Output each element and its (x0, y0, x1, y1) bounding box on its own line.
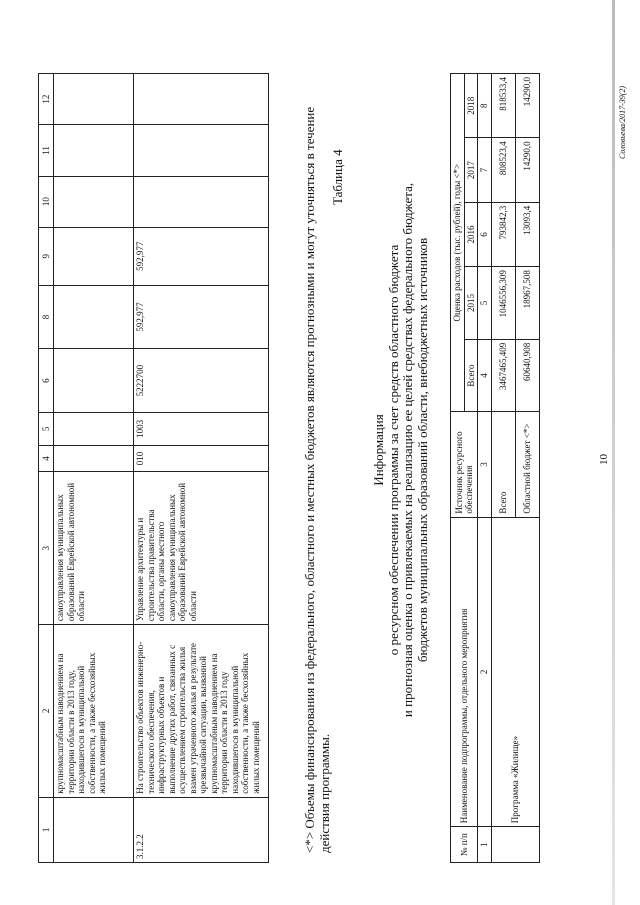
cell (134, 125, 269, 176)
value-cell: 1046556,309 (491, 267, 515, 340)
year-header: 2016 (464, 202, 478, 266)
cell (54, 285, 134, 349)
value-cell: 3467465,409 (491, 339, 515, 412)
source-cell: Всего (491, 412, 515, 517)
cell (134, 176, 269, 227)
value-cell: 14290,0 (515, 138, 539, 202)
colnum: 2 (478, 517, 492, 827)
header-cell: 5 (39, 413, 54, 446)
executor: самоуправления муниципальных образований Еврейской автономной области (54, 472, 134, 625)
header-cell: 10 (39, 176, 54, 227)
resource-table (450, 73, 540, 863)
cell-target: 5222700 (134, 349, 269, 413)
header-cell: 6 (39, 349, 54, 413)
value-cell: 18967,508 (515, 267, 539, 340)
cell (54, 74, 134, 125)
colnum: 1 (478, 827, 492, 863)
header-cell: 4 (39, 445, 54, 472)
cell (54, 125, 134, 176)
cell-section: 1003 (134, 413, 269, 446)
source-cell: Областной бюджет <*> (515, 412, 539, 517)
row-number (54, 797, 134, 862)
header-name: Наименование подпрограммы, отдельного мероприятия (451, 517, 478, 827)
header-source: Источник ресурсного обеспечения (451, 412, 478, 517)
cell-total: 592,977 (134, 285, 269, 349)
cell (54, 227, 134, 285)
cell (54, 413, 134, 446)
colnum-row (478, 74, 492, 863)
table-row (491, 74, 515, 863)
value-cell: 808523,4 (491, 138, 515, 202)
header-cell: 11 (39, 125, 54, 176)
section-title (372, 55, 430, 845)
value-cell: 793842,3 (491, 202, 515, 266)
funding-note: <*> Объемы финансирования из федерального, областного и местных бюджетов являются прогнозными и могут уточняться в течение действия программы. (302, 106, 332, 853)
program-name: Программа «Жилище» (491, 517, 539, 827)
footer-stamp: Соловьева/2017-39(2) (618, 85, 627, 159)
row-number: 3.1.2.2 (134, 797, 269, 862)
table-row (134, 74, 269, 863)
header-num: № п/п (451, 827, 478, 863)
executor: Управление архитектуры и строительства правительства области, органы местного самоуправления муниципальных образований Еврейской автономной области (134, 472, 269, 625)
title-line: и прогнозная оценка о привлекаемых на реализацию ее целей средствах федерального бюджета, (400, 182, 415, 718)
cell-grbs: 010 (134, 445, 269, 472)
header-cell: 3 (39, 472, 54, 625)
colnum: 3 (478, 412, 492, 517)
colnum: 6 (478, 202, 492, 266)
year-header: Всего (464, 339, 478, 412)
year-header: 2015 (464, 267, 478, 340)
page-number: 10 (598, 454, 610, 465)
cell (54, 445, 134, 472)
header-cell: 8 (39, 285, 54, 349)
table-header-row (39, 74, 54, 863)
value-cell: 60640,908 (515, 339, 539, 412)
colnum: 4 (478, 339, 492, 412)
measures-table (38, 73, 269, 863)
title-line: бюджетов муниципальных образований области, внебюджетных источников (414, 237, 430, 663)
header-cell: 1 (39, 797, 54, 862)
header-estimate: Оценка расходов (тыс. рублей), годы <*> (451, 74, 465, 412)
value-cell: 14290,0 (515, 74, 539, 138)
cell (54, 176, 134, 227)
cell (134, 74, 269, 125)
title-line: о ресурсном обеспечении программы за счет средств областного бюджета (385, 244, 401, 656)
measure-name: На строительство объектов инженерно-технического обеспечения, инфраструктурных объектов и выполнение других работ, связанных с осуществлением строительства жилья взамен утраченного жилья в результате чрезвычайной ситуации, вызванной крупномасштабным наводнением на территории области в 2013 году находившегося в муниципальной собственности, а также бесхозяйных жилых помещений (134, 625, 269, 798)
year-header: 2017 (464, 138, 478, 202)
measure-name: крупномасштабным наводнением на территории области в 2013 году, находившегося в муниципальной собственности, а также бесхозяйных жилых помещений (54, 625, 134, 798)
header-cell: 12 (39, 74, 54, 125)
table-label: Таблица 4 (330, 149, 345, 205)
header-row (451, 74, 465, 863)
cell-year: 592,977 (134, 227, 269, 285)
colnum: 8 (478, 74, 492, 138)
colnum: 7 (478, 138, 492, 202)
value-cell: 13093,4 (515, 202, 539, 266)
header-cell: 9 (39, 227, 54, 285)
colnum: 5 (478, 267, 492, 340)
table-row (54, 74, 134, 863)
cell (54, 349, 134, 413)
year-header: 2018 (464, 74, 478, 138)
header-cell: 2 (39, 625, 54, 798)
row-number (491, 827, 539, 863)
title-line: Информация (371, 414, 386, 486)
value-cell: 818533,4 (491, 74, 515, 138)
